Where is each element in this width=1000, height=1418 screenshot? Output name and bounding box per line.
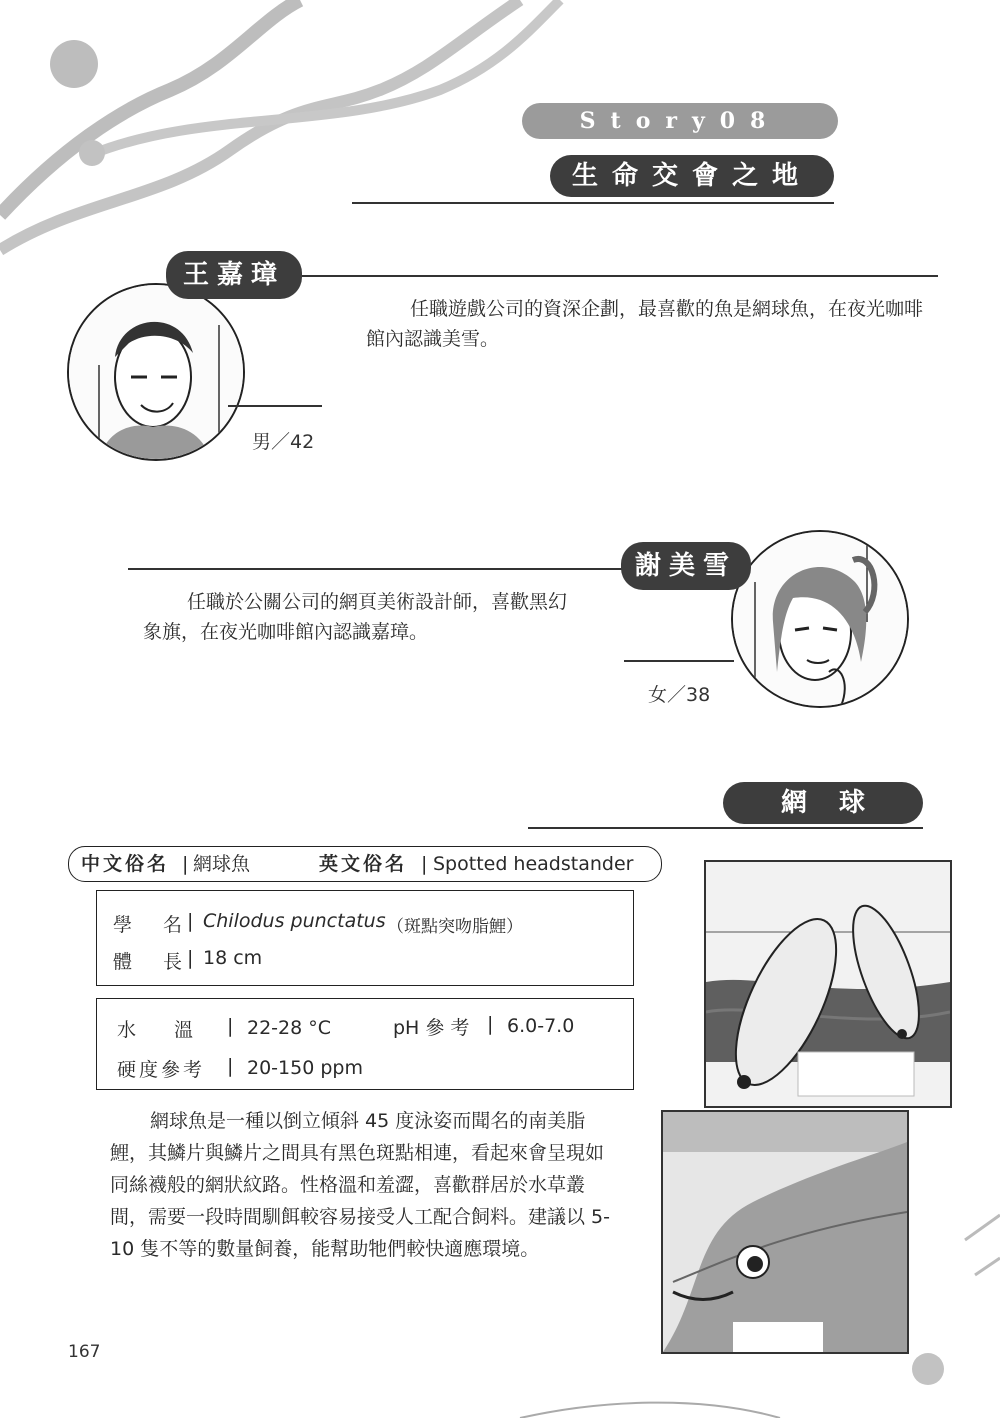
- man-portrait-illustration: [69, 285, 243, 459]
- length-value: 18 cm: [203, 947, 263, 969]
- character-name: 謝美雪: [621, 542, 751, 590]
- character-portrait: [731, 530, 909, 708]
- chinese-name-value: 網球魚: [193, 853, 251, 875]
- hardness-label: 硬度參考: [117, 1059, 206, 1081]
- story-label: Story08: [522, 103, 838, 139]
- separator: |: [487, 1013, 494, 1035]
- fish-care-box: [96, 998, 634, 1090]
- character-portrait: [67, 283, 245, 461]
- length-label: 體 長: [113, 951, 189, 973]
- ph-value: 6.0-7.0: [507, 1015, 575, 1037]
- meta-underline: [228, 405, 322, 407]
- fish-taxonomy-box: [96, 890, 634, 986]
- decorative-dot: [79, 140, 105, 166]
- english-name-value: Spotted headstander: [433, 853, 634, 875]
- hardness-value: 20-150 ppm: [247, 1057, 363, 1079]
- page-number: 167: [68, 1342, 101, 1362]
- header-divider: [352, 202, 834, 204]
- character-gender-age: 男／42: [252, 431, 315, 453]
- temperature-label: 水 溫: [117, 1019, 194, 1041]
- fish-title-divider: [528, 827, 923, 829]
- separator: |: [421, 853, 428, 875]
- character-description: 任職於公關公司的網頁美術設計師，喜歡黑幻象旗，在夜光咖啡館內認識嘉璋。: [143, 591, 568, 643]
- character-description: 任職遊戲公司的資深企劃，最喜歡的魚是網球魚，在夜光咖啡館內認識美雪。: [366, 298, 924, 350]
- character-divider: [240, 275, 938, 277]
- fish-common-names: [68, 846, 662, 882]
- separator: |: [187, 947, 194, 969]
- chinese-name-label: 中文俗名: [81, 853, 170, 875]
- separator: |: [227, 1055, 234, 1077]
- character-gender-age: 女／38: [648, 684, 711, 706]
- decorative-dot: [50, 40, 98, 88]
- fish-illustration-bottom: [661, 1110, 909, 1354]
- ph-label: pH 參 考: [393, 1017, 470, 1039]
- separator: |: [187, 910, 194, 932]
- character-name: 王嘉璋: [166, 251, 302, 299]
- scientific-name-note: （斑點突吻脂鯉）: [387, 917, 523, 937]
- woman-portrait-illustration: [733, 532, 907, 706]
- scientific-name-label: 學 名: [113, 914, 189, 936]
- separator: |: [227, 1015, 234, 1037]
- meta-underline: [624, 660, 734, 662]
- separator: |: [182, 853, 189, 875]
- scientific-name-value: Chilodus punctatus: [203, 910, 386, 932]
- decorative-dot: [912, 1353, 944, 1385]
- english-name-label: 英文俗名: [319, 853, 408, 875]
- fish-description: 網球魚是一種以倒立傾斜 45 度泳姿而聞名的南美脂鯉，其鱗片與鱗片之間具有黑色斑點相連，看起來會呈現如同絲襪般的網狀紋路。性格溫和羞澀，喜歡群居於水草叢間，需要一段時間馴餌較容易接受人工配合飼料。建議以 5-10 隻不等的數量飼養，能幫助牠們較快適應環境。: [110, 1110, 610, 1260]
- fish-illustration-top: [704, 860, 952, 1108]
- fish-title: 網球魚: [723, 782, 923, 824]
- chapter-title: 生命交會之地: [550, 155, 834, 197]
- temperature-value: 22-28 °C: [247, 1017, 332, 1039]
- fish-closeup-illustration: [663, 1112, 907, 1352]
- fish-pair-illustration: [706, 862, 950, 1106]
